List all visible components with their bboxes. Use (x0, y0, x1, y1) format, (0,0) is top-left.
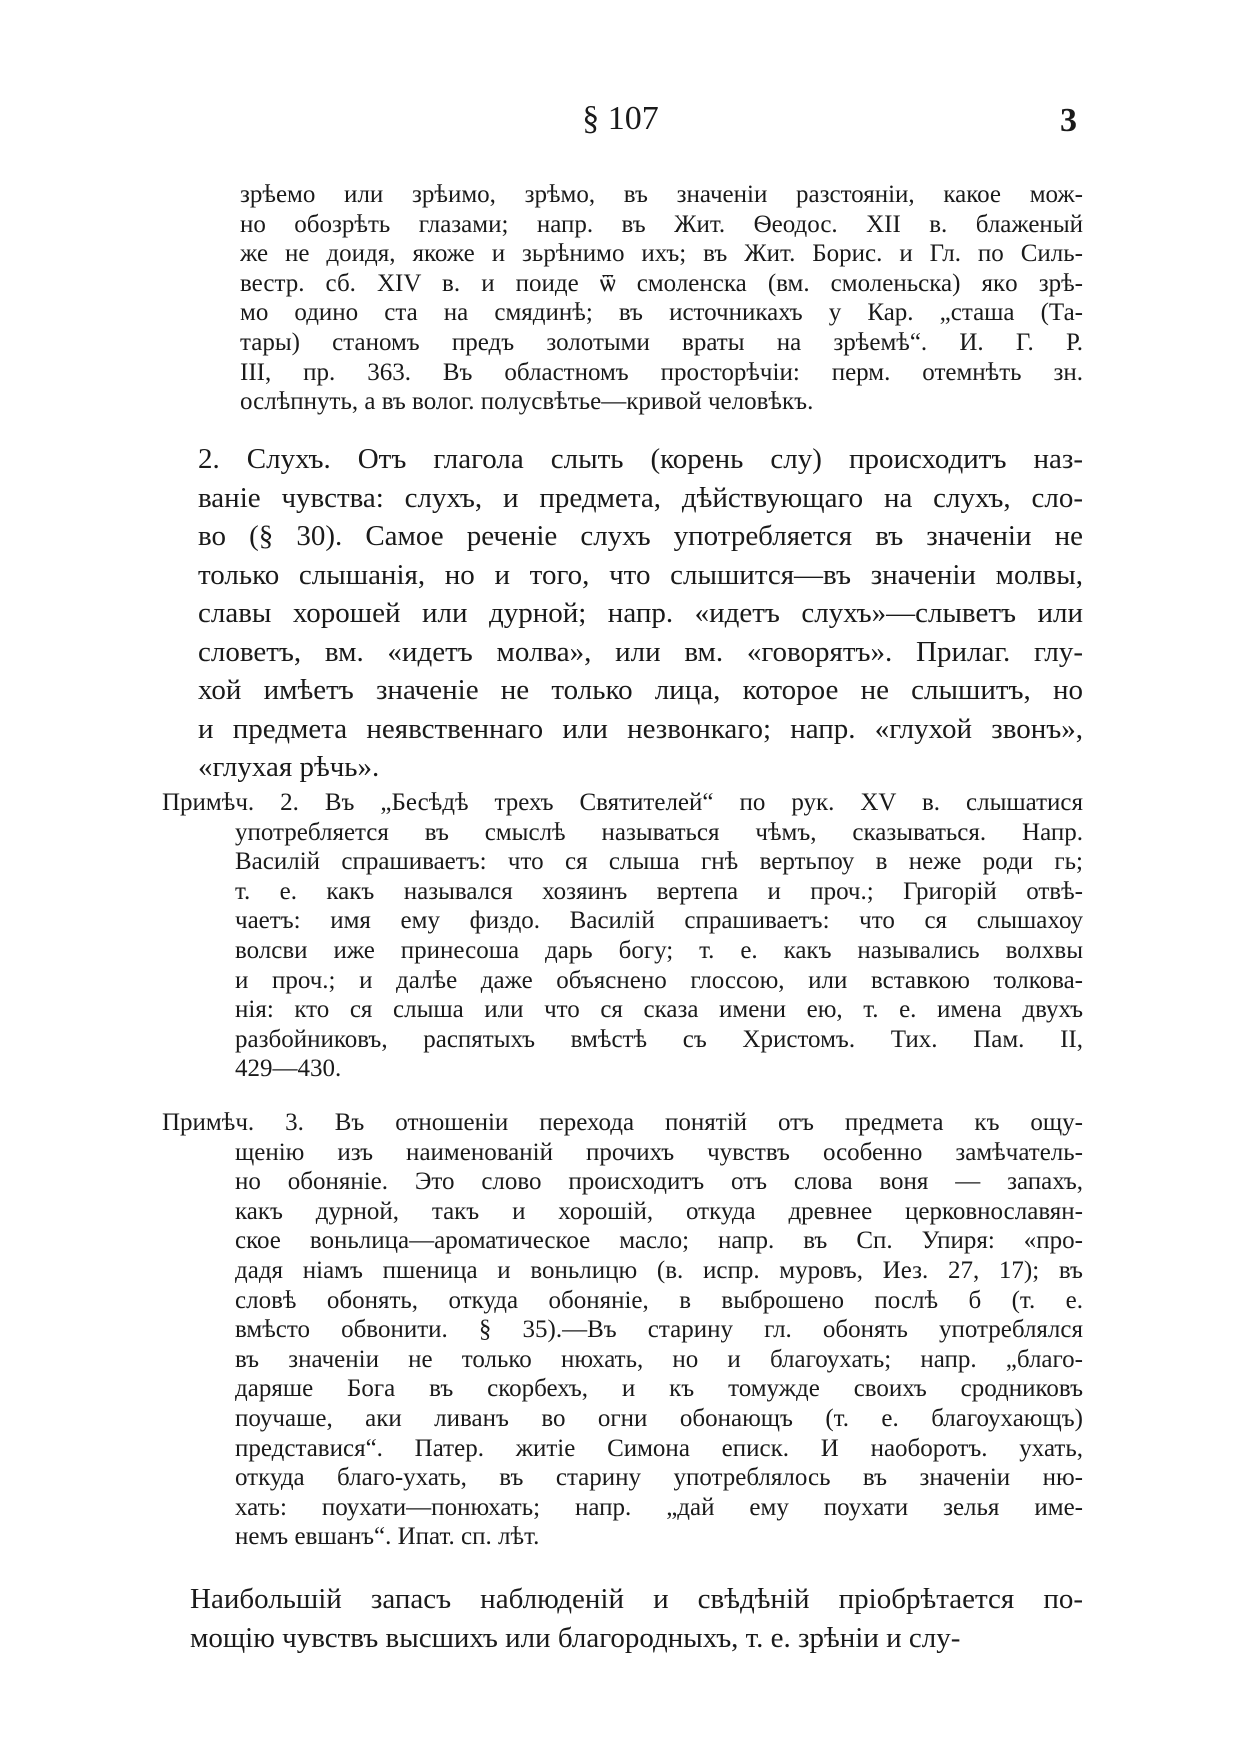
page-number: 3 (1060, 102, 1077, 139)
text-line: словѣ обонять, откуда обоняніе, в выброшено послѣ б (т. е. (235, 1286, 1083, 1314)
final-paragraph (190, 1580, 1083, 1657)
text-line: славы хорошей или дурной; напр. «идетъ слухъ»—слыветъ или (198, 597, 1083, 629)
section-number: § 107 (582, 100, 659, 137)
text-line: Примѣч. 3. Въ отношеніи перехода понятій отъ предмета къ ощу- (162, 1109, 1083, 1136)
text-line: хой имѣетъ значеніе не только лица, которое не слышитъ, но (198, 674, 1083, 706)
text-line: даряше Бога въ скорбехъ, и къ томужде своихъ сродниковъ (235, 1375, 1083, 1403)
text-line: Примѣч. 2. Въ „Бесѣдѣ трехъ Святителей“ по рук. XV в. слышатися (162, 789, 1083, 816)
note-3 (162, 1108, 1083, 1552)
text-line: III, пр. 363. Въ областномъ просторѣчіи: перм. отемнѣть зн. (240, 358, 1083, 386)
text-line: зрѣемо или зрѣимо, зрѣмо, въ значеніи разстояніи, какое мож- (240, 181, 1083, 208)
text-line: представися“. Патер. житіе Симона еписк. И наоборотъ. ухать, (235, 1434, 1083, 1462)
text-line: во (§ 30). Самое реченіе слухъ употребляется въ значеніи не (198, 520, 1083, 552)
text-line: мо одино ста на смядинѣ; въ источникахъ у Кар. „сташа (Та- (240, 299, 1083, 327)
text-line: откуда благо-ухать, въ старину употреблялось въ значеніи ню- (235, 1464, 1083, 1492)
page-header (0, 100, 1241, 150)
text-line: Василій спрашиваетъ: что ся слыша гнѣ вертьпоу в неже роди гь; (235, 848, 1083, 876)
text-line: ское воньлица—ароматическое масло; напр. въ Сп. Упиря: «про- (235, 1227, 1083, 1255)
text-line: «глухая рѣчь». (198, 751, 380, 783)
text-line: ослѣпнуть, а въ волог. полусвѣтье—кривой человѣкъ. (240, 388, 814, 416)
text-line: вмѣсто обвонити. § 35).—Въ старину гл. обонять употреблялся (235, 1316, 1083, 1344)
text-line: щенію изъ наименованій прочихъ чувствъ особенно замѣчатель- (235, 1138, 1083, 1166)
text-line: Наибольшій запасъ наблюденій и свѣдѣній пріобрѣтается по- (190, 1583, 1083, 1615)
text-line: какъ дурной, такъ и хорошій, откуда древнее церковнославян- (235, 1197, 1083, 1225)
text-line: но обоняніе. Это слово происходитъ отъ слова воня — запахъ, (235, 1168, 1083, 1196)
text-line: т. е. какъ назывался хозяинъ вертепа и проч.; Григорій отвѣ- (235, 877, 1083, 905)
paragraph-hearing (198, 440, 1083, 787)
text-line: употребляется въ смыслѣ называться чѣмъ, сказываться. Напр. (235, 818, 1083, 846)
text-line: дадя ніамъ пшеница и воньлицю (в. испр. муровъ, Иез. 27, 17); въ (235, 1256, 1083, 1284)
text-line: ваніе чувства: слухъ, и предмета, дѣйствующаго на слухъ, сло- (198, 481, 1083, 514)
text-line: чаетъ: имя ему физдо. Василій спрашиваетъ: что ся слышахоу (235, 907, 1083, 935)
text-line: нія: кто ся слыша или что ся сказа имени ею, т. е. имена двухъ (235, 996, 1083, 1024)
text-line: хать: поухати—понюхать; напр. „дай ему поухати зелья име- (235, 1493, 1083, 1521)
text-line: но обозрѣть глазами; напр. въ Жит. Ѳеодос. XII в. блаженый (240, 210, 1083, 238)
text-line: волсви иже принесоша дарь богу; т. е. какъ назывались волхвы (235, 936, 1083, 964)
text-line: 429—430. (235, 1055, 342, 1083)
text-line: же не доидя, якоже и зьрѣнимо ихъ; въ Жит. Борис. и Гл. по Силь- (240, 240, 1083, 268)
text-line: словетъ, вм. «идетъ молва», или вм. «говорятъ». Прилаг. глу- (198, 635, 1083, 668)
text-line: въ значеніи не только нюхать, но и благоухать; напр. „благо- (235, 1345, 1083, 1373)
text-line: и проч.; и далѣе даже объяснено глоссою, или вставкою толкова- (235, 966, 1083, 994)
text-line: разбойниковъ, распятыхъ вмѣстѣ съ Христомъ. Тих. Пам. II, (235, 1025, 1083, 1053)
text-line: только слышанія, но и того, что слышится—въ значеніи молвы, (198, 558, 1083, 591)
text-line: и предмета неявственнаго или незвонкаго; напр. «глухой звонъ», (198, 712, 1083, 745)
text-line: вестр. сб. XIV в. и поиде ѿ смоленска (вм. смоленьска) якo зрѣ- (240, 269, 1083, 297)
text-line: тары) станомъ предъ золотыми враты на зрѣемѣ“. И. Г. Р. (240, 328, 1083, 356)
text-line: мощію чувствъ высшихъ или благородныхъ, т. е. зрѣніи и слу- (190, 1621, 961, 1654)
text-line: 2. Слухъ. Отъ глагола слыть (корень слу) происходитъ наз- (198, 443, 1083, 475)
note-2 (162, 788, 1083, 1084)
text-line: немъ евшанъ“. Ипат. сп. лѣт. (235, 1523, 540, 1551)
text-line: поучаше, аки ливанъ во огни обонающъ (т. е. благоухающъ) (235, 1404, 1083, 1432)
continuation-paragraph (240, 180, 1083, 417)
